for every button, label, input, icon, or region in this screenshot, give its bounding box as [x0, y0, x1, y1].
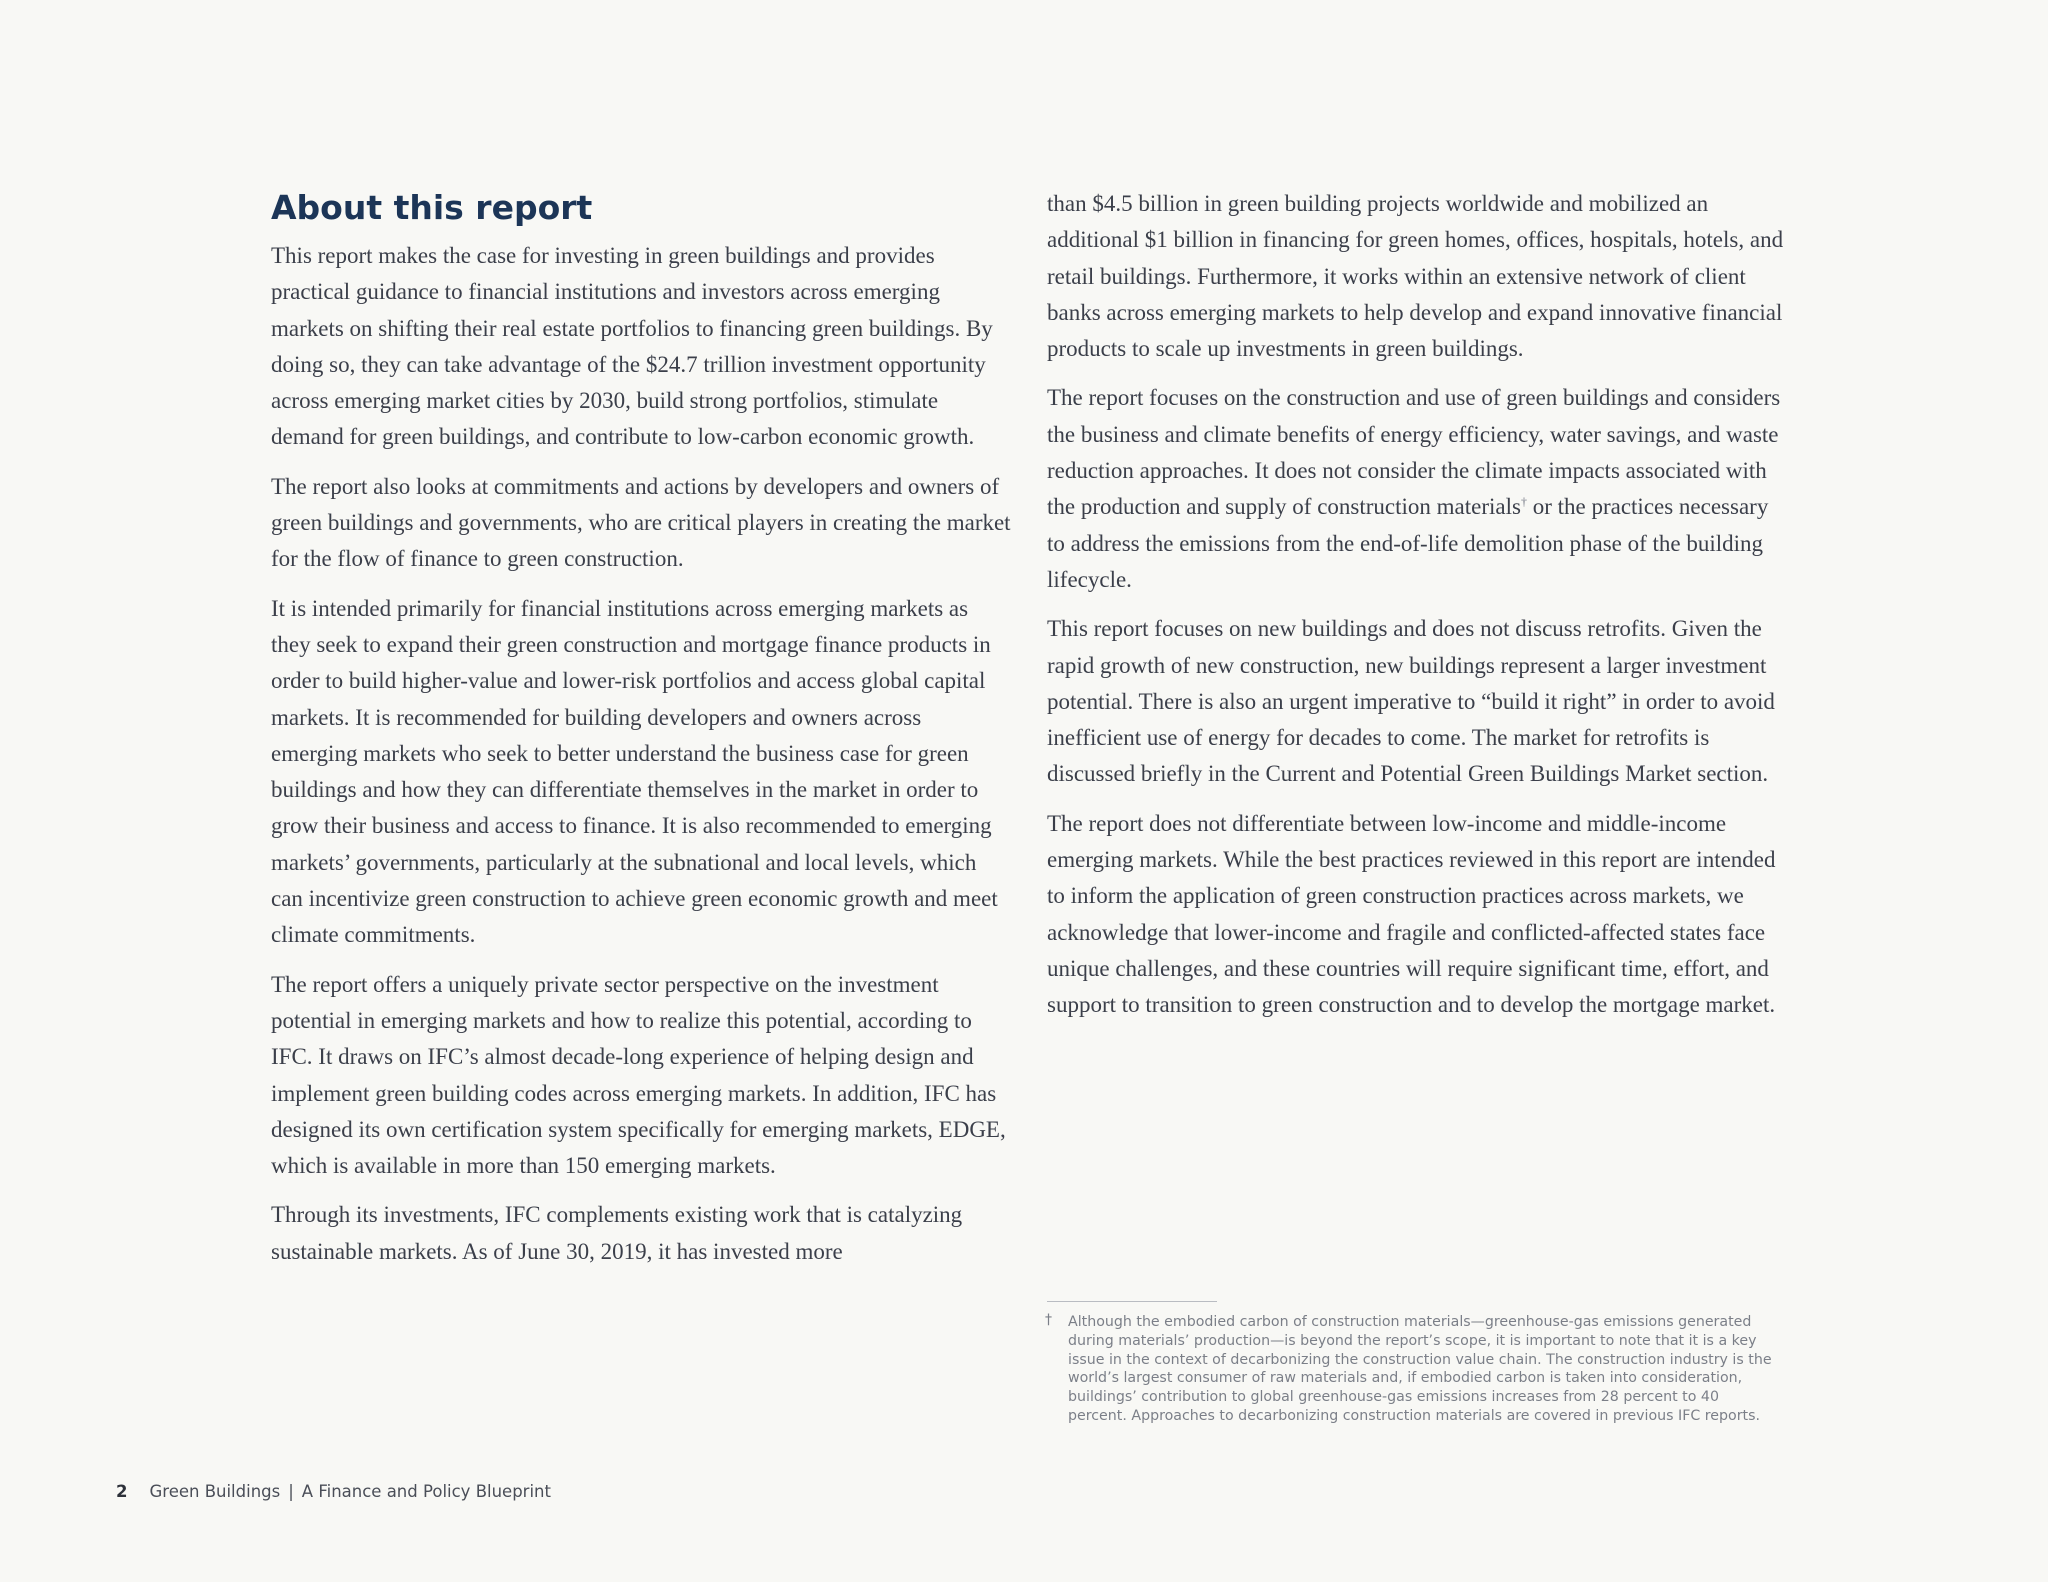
body-paragraph: The report does not differentiate between low-income and middle-income emerging markets. While the best practices reviewed in this report are intended to inform the application of green construction practices across markets, we acknowledge that lower-income and fragile and conflicted-affected states face unique challenges, and these countries will require significant time, effort, and support to transition to green construction and to develop the mortgage market. [1047, 810, 1776, 1018]
body-paragraph: Through its investments, IFC complements existing work that is catalyzing sustainable markets. As of June 30, 2019, it has invested more [271, 1202, 963, 1264]
footnote-reference[interactable]: † [1520, 494, 1527, 509]
body-paragraph: The report also looks at commitments and actions by developers and owners of green buildings and governments, who are critical players in creating the market for the flow of finance to green construction. [271, 473, 1011, 572]
body-paragraph: The report offers a uniquely private sector perspective on the investment potential in emerging markets and how to realize this potential, according to IFC. It draws on IFC’s almost decade-long experience of helping design and implement green building codes across emerging markets. In addition, IFC has designed its own certification system specifically for emerging markets, EDGE, which is available in more than 150 emerging markets. [271, 971, 1006, 1179]
body-paragraph: This report focuses on new buildings and does not discuss retrofits. Given the rapid growth of new construction, new buildings represent a larger investment potential. There is also an urgent imperative to “build it right” in order to avoid inefficient use of energy for decades to come. The market for retrofits is discussed briefly in the Current and Potential Green Buildings Market section. [1047, 616, 1775, 787]
footnote [1045, 1313, 1775, 1426]
page-number: 2 [116, 1482, 128, 1501]
body-paragraph: than $4.5 billion in green building projects worldwide and mobilized an additional $1 billion in financing for green homes, offices, hospitals, hotels, and retail buildings. Furthermore, it works within an extensive network of client banks across emerging markets to help develop and expand innovative financial products to scale up investments in green buildings. [1047, 191, 1784, 362]
footer-title: Green Buildings [149, 1482, 281, 1501]
right-column [1047, 186, 1787, 1037]
paragraph-text: The report focuses on the construction and use of green buildings and considers the business and climate benefits of energy efficiency, water savings, and waste reduction approaches. It does not consider the climate impacts associated with the production and supply of construction materials [1047, 385, 1781, 520]
page-footer [116, 1482, 551, 1501]
footnote-symbol: † [1045, 1312, 1052, 1328]
body-paragraph: It is intended primarily for financial institutions across emerging markets as they seek to expand their green construction and mortgage finance products in order to build higher-value and lower-risk portfolios and access global capital markets. It is recommended for building developers and owners across emerging markets who seek to better understand the business case for green buildings and how they can differentiate themselves in the market in order to grow their business and access to finance. It is also recommended to emerging markets’ governments, particularly at the subnational and local levels, which can incentivize green construction to achieve green economic growth and meet climate commitments. [271, 595, 998, 948]
body-paragraph: This report makes the case for investing in green buildings and provides practical guidance to financial institutions and investors across emerging markets on shifting their real estate portfolios to financing green buildings. By doing so, they can take advantage of the $24.7 trillion investment opportunity across emerging market cities by 2030, build strong portfolios, stimulate demand for green buildings, and contribute to low-carbon economic growth. [271, 243, 993, 450]
footnote-divider [1047, 1301, 1217, 1302]
paragraph-text: or the practices necessary to address the emissions from the end-of-life demolition phase of the building lifecycle. [1047, 494, 1769, 592]
footer-subtitle: A Finance and Policy Blueprint [301, 1482, 551, 1501]
left-column [271, 180, 1011, 1283]
body-paragraph [1047, 380, 1787, 598]
footnote-text: Although the embodied carbon of construction materials—greenhouse-gas emissions generated during materials’ production—is beyond the report’s scope, it is important to note that it is a key issue in the context of decarbonizing the construction value chain. The construction industry is the world’s largest consumer of raw materials and, if embodied carbon is taken into consideration, buildings’ contribution to global greenhouse-gas emissions increases from 28 percent to 40 percent. Approaches to decarbonizing construction materials are covered in previous IFC reports. [1068, 1314, 1772, 1424]
page-title: About this report [271, 188, 593, 227]
footer-separator: | [288, 1482, 294, 1501]
